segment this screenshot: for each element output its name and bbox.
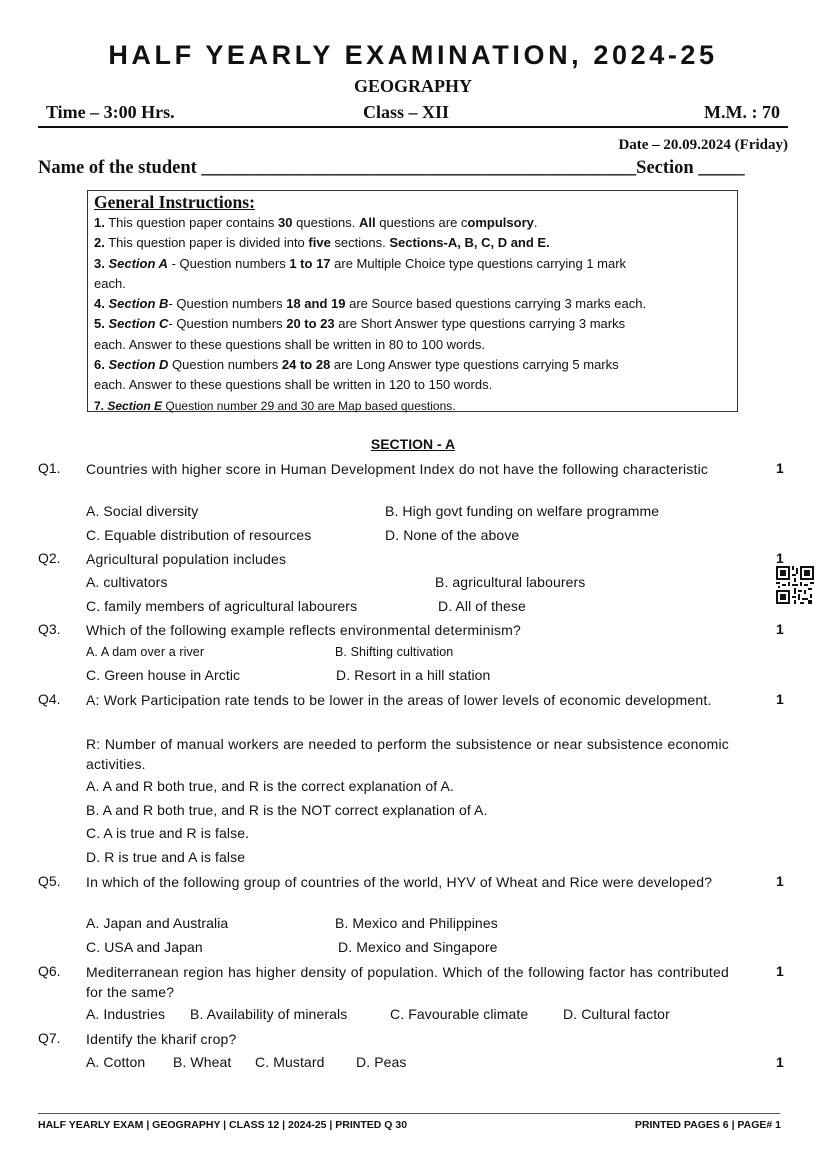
q4-option-c: C. A is true and R is false. xyxy=(86,825,250,841)
q5-option-a: A. Japan and Australia xyxy=(86,915,229,931)
q1-marks: 1 xyxy=(776,460,784,476)
section-a-title: SECTION - A xyxy=(370,436,456,452)
name-label: Name of the student xyxy=(38,158,197,178)
instruction-5: 5. Section C- Question numbers 20 to 23 are Short Answer type questions carrying 3 marks xyxy=(94,316,626,332)
q4-option-d: D. R is true and A is false xyxy=(86,849,246,865)
q7-number: Q7. xyxy=(38,1030,61,1046)
q6-option-b: B. Availability of minerals xyxy=(190,1006,348,1022)
instruction-3: 3. Section A - Question numbers 1 to 17 are Multiple Choice type questions carrying 1 mark xyxy=(94,255,627,271)
q3-marks: 1 xyxy=(776,621,784,637)
q5-option-b: B. Mexico and Philippines xyxy=(335,915,498,931)
q3-option-c: C. Green house in Arctic xyxy=(86,667,241,683)
q3-option-b: B. Shifting cultivation xyxy=(335,645,454,659)
max-marks: M.M. : 70 xyxy=(704,102,780,122)
q3-number: Q3. xyxy=(38,621,61,637)
general-instructions-box xyxy=(87,190,738,412)
q4-option-a: A. A and R both true, and R is the correct explanation of A. xyxy=(86,778,454,794)
q4-option-b: B. A and R both true, and R is the NOT correct explanation of A. xyxy=(86,802,488,818)
q4-assertion: A: Work Participation rate tends to be lower in the areas of lower levels of economic development. xyxy=(86,692,712,708)
q7-text: Identify the kharif crop? xyxy=(86,1031,237,1047)
q2-option-c: C. family members of agricultural labourers xyxy=(86,598,358,614)
q4-marks: 1 xyxy=(776,691,784,707)
q1-option-b: B. High govt funding on welfare programme xyxy=(385,503,660,519)
exam-date: Date – 20.09.2024 (Friday) xyxy=(618,137,788,153)
q6-text: Mediterranean region has higher density of population. Which of the following factor has contributed for the same? xyxy=(86,964,729,1000)
qr-code-icon xyxy=(776,566,814,604)
q1-option-d: D. None of the above xyxy=(385,527,520,543)
q6-option-a: A. Industries xyxy=(86,1006,166,1022)
instruction-6: 6. Section D Question numbers 24 to 28 are Long Answer type questions carrying 5 marks xyxy=(94,357,619,373)
student-name-row xyxy=(38,158,745,179)
instruction-3-cont: each. xyxy=(94,275,126,291)
subject-title: GEOGRAPHY xyxy=(353,76,472,96)
q3-option-a: A. A dam over a river xyxy=(86,645,205,659)
instruction-7: 7. Section E Question number 29 and 30 are Map based questions. xyxy=(94,398,456,413)
q1-option-a: A. Social diversity xyxy=(86,503,199,519)
exam-time: Time – 3:00 Hrs. xyxy=(46,102,175,122)
q3-text: Which of the following example reflects environmental determinism? xyxy=(86,622,521,638)
section-blank: _____ xyxy=(698,158,745,178)
instruction-2: 2. This question paper is divided into five sections. Sections-A, B, C, D and E. xyxy=(94,235,550,251)
footer-divider xyxy=(38,1113,780,1114)
q6-marks: 1 xyxy=(776,963,784,979)
q5-marks: 1 xyxy=(776,873,784,889)
q6-option-c: C. Favourable climate xyxy=(390,1006,529,1022)
footer-exam-info: HALF YEARLY EXAM | GEOGRAPHY | CLASS 12 | 2024-25 | PRINTED Q 30 xyxy=(38,1119,408,1131)
q1-number: Q1. xyxy=(38,460,61,476)
instructions-heading: General Instructions: xyxy=(94,192,255,212)
q3-option-d: D. Resort in a hill station xyxy=(336,667,491,683)
header-divider xyxy=(38,126,788,128)
q4-number: Q4. xyxy=(38,691,61,707)
q2-option-a: A. cultivators xyxy=(86,574,168,590)
q1-option-c: C. Equable distribution of resources xyxy=(86,527,312,543)
q7-option-a: A. Cotton xyxy=(86,1054,146,1070)
q5-text: In which of the following group of countries of the world, HYV of Wheat and Rice were developed? xyxy=(86,874,713,890)
q7-option-c: C. Mustard xyxy=(255,1054,325,1070)
q7-option-b: B. Wheat xyxy=(173,1054,232,1070)
exam-title: HALF YEARLY EXAMINATION, 2024-25 xyxy=(108,40,718,70)
q2-option-d: D. All of these xyxy=(438,598,526,614)
q2-option-b: B. agricultural labourers xyxy=(435,574,586,590)
exam-class: Class – XII xyxy=(363,102,450,122)
q4-reason: R: Number of manual workers are needed to perform the subsistence or near subsistence economic activities. xyxy=(86,736,729,772)
instruction-1: 1. This question paper contains 30 questions. All questions are compulsory. xyxy=(94,215,538,230)
instruction-6-cont: each. Answer to these questions shall be written in 120 to 150 words. xyxy=(94,377,493,393)
section-label: Section xyxy=(636,158,694,178)
q1-text: Countries with higher score in Human Development Index do not have the following characteristic xyxy=(86,461,709,477)
q6-option-d: D. Cultural factor xyxy=(563,1006,670,1022)
q2-number: Q2. xyxy=(38,550,61,566)
q7-option-d: D. Peas xyxy=(356,1054,407,1070)
q2-marks: 1 xyxy=(776,550,784,566)
q6-number: Q6. xyxy=(38,963,61,979)
instruction-5-cont: each. Answer to these questions shall be written in 80 to 100 words. xyxy=(94,336,485,352)
name-blank: _______________________________________________ xyxy=(201,158,637,178)
q5-option-c: C. USA and Japan xyxy=(86,939,203,955)
instruction-4: 4. Section B- Question numbers 18 and 19 are Source based questions carrying 3 marks each. xyxy=(94,296,647,312)
footer-page-info: PRINTED PAGES 6 | PAGE# 1 xyxy=(634,1119,781,1131)
q2-text: Agricultural population includes xyxy=(86,551,287,567)
q5-number: Q5. xyxy=(38,873,61,889)
q5-option-d: D. Mexico and Singapore xyxy=(338,939,498,955)
q7-marks: 1 xyxy=(776,1054,784,1070)
